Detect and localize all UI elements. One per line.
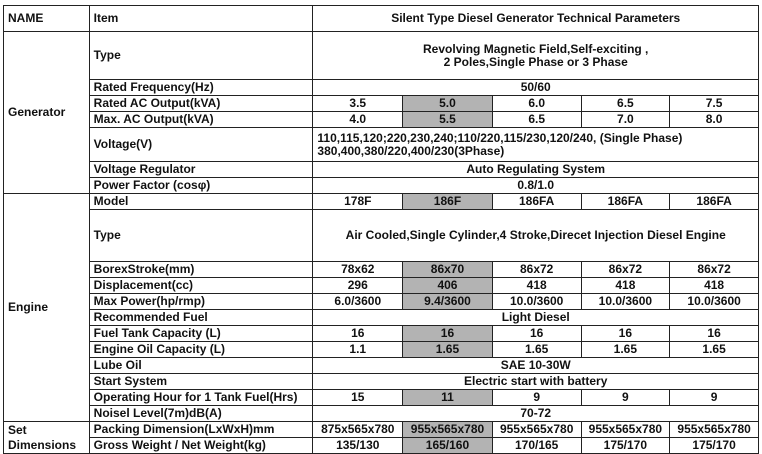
operating-hours-value-3: 9: [492, 390, 581, 406]
regulator-row: [4, 162, 759, 178]
tank-value-3: 16: [492, 326, 581, 342]
packing-value-3: 955x565x780: [492, 422, 581, 438]
group-set-line2: Dimensions: [8, 437, 77, 452]
weight-row: [4, 438, 759, 454]
packing-label: Packing Dimension(LxWxH)mm: [89, 422, 313, 438]
group-engine: Engine: [4, 194, 90, 422]
noise-row: [4, 406, 759, 422]
engine-model-value-4: 186FA: [581, 194, 670, 210]
max-output-value-2: 5.5: [403, 112, 493, 128]
bore-value-2: 86x70: [403, 262, 493, 278]
engine-type-value: Air Cooled,Single Cylinder,4 Stroke,Direcet Injection Diesel Engine: [313, 210, 759, 262]
group-generator: Generator: [4, 32, 90, 194]
max-power-value-1: 6.0/3600: [313, 294, 403, 310]
header-row: [4, 6, 759, 32]
weight-value-3: 170/165: [492, 438, 581, 454]
weight-label: Gross Weight / Net Weight(kg): [89, 438, 313, 454]
bore-value-4: 86x72: [581, 262, 670, 278]
displacement-row: [4, 278, 759, 294]
noise-value: 70-72: [313, 406, 759, 422]
spec-table: [3, 5, 759, 454]
table-title: Silent Type Diesel Generator Technical Parameters: [313, 6, 759, 32]
power-factor-row: [4, 178, 759, 194]
operating-hours-row: [4, 390, 759, 406]
rated-value-5: 7.5: [670, 96, 759, 112]
lube-oil-value: SAE 10-30W: [313, 358, 759, 374]
operating-hours-value-4: 9: [581, 390, 670, 406]
weight-value-5: 175/170: [670, 438, 759, 454]
tank-value-5: 16: [670, 326, 759, 342]
gen-type-label: Type: [89, 32, 313, 80]
tank-value-4: 16: [581, 326, 670, 342]
group-set-line1: Set: [8, 422, 27, 437]
rated-value-1: 3.5: [313, 96, 403, 112]
oil-capacity-label: Engine Oil Capacity (L): [89, 342, 313, 358]
operating-hours-value-5: 9: [670, 390, 759, 406]
gen-type-line1: Revolving Magnetic Field,Self-exciting ,: [423, 41, 649, 56]
displacement-value-3: 418: [492, 278, 581, 294]
oil-capacity-value-3: 1.65: [492, 342, 581, 358]
spec-table-container: [3, 5, 759, 454]
engine-model-value-5: 186FA: [670, 194, 759, 210]
max-power-row: [4, 294, 759, 310]
rated-label: Rated AC Output(kVA): [89, 96, 313, 112]
displacement-label: Displacement(cc): [89, 278, 313, 294]
displacement-value-1: 296: [313, 278, 403, 294]
displacement-value-2: 406: [403, 278, 493, 294]
engine-type-label: Type: [89, 210, 313, 262]
max-power-label: Max Power(hp/rmp): [89, 294, 313, 310]
packing-value-1: 875x565x780: [313, 422, 403, 438]
start-system-value: Electric start with battery: [313, 374, 759, 390]
max-output-value-1: 4.0: [313, 112, 403, 128]
oil-capacity-value-4: 1.65: [581, 342, 670, 358]
voltage-row: [4, 128, 759, 162]
bore-label: BorexStroke(mm): [89, 262, 313, 278]
packing-value-5: 955x565x780: [670, 422, 759, 438]
tank-value-2: 16: [403, 326, 493, 342]
weight-value-2: 165/160: [403, 438, 493, 454]
noise-label: Noisel Level(7m)dB(A): [89, 406, 313, 422]
voltage-label: Voltage(V): [89, 128, 313, 162]
lube-oil-row: [4, 358, 759, 374]
lube-oil-label: Lube Oil: [89, 358, 313, 374]
tank-value-1: 16: [313, 326, 403, 342]
max-output-value-5: 8.0: [670, 112, 759, 128]
oil-capacity-value-1: 1.1: [313, 342, 403, 358]
operating-hours-value-2: 11: [403, 390, 493, 406]
fuel-row: [4, 310, 759, 326]
header-name: NAME: [4, 6, 90, 32]
bore-row: [4, 262, 759, 278]
max-output-value-3: 6.5: [492, 112, 581, 128]
group-set-dimensions: [4, 422, 90, 454]
start-system-label: Start System: [89, 374, 313, 390]
packing-value-4: 955x565x780: [581, 422, 670, 438]
header-item: Item: [89, 6, 313, 32]
voltage-value: [313, 128, 759, 162]
bore-value-1: 78x62: [313, 262, 403, 278]
rated-row: [4, 96, 759, 112]
bore-value-5: 86x72: [670, 262, 759, 278]
max-output-value-4: 7.0: [581, 112, 670, 128]
rated-value-4: 6.5: [581, 96, 670, 112]
max-power-value-5: 10.0/3600: [670, 294, 759, 310]
max-power-value-3: 10.0/3600: [492, 294, 581, 310]
engine-model-value-2: 186F: [403, 194, 493, 210]
rated-value-2: 5.0: [403, 96, 493, 112]
engine-model-label: Model: [89, 194, 313, 210]
start-system-row: [4, 374, 759, 390]
regulator-label: Voltage Regulator: [89, 162, 313, 178]
tank-label: Fuel Tank Capacity (L): [89, 326, 313, 342]
tank-row: [4, 326, 759, 342]
voltage-line1: 110,115,120;220,230,240;110/220,115/230,120/240, (Single Phase): [317, 130, 683, 145]
operating-hours-value-1: 15: [313, 390, 403, 406]
displacement-value-5: 418: [670, 278, 759, 294]
operating-hours-label: Operating Hour for 1 Tank Fuel(Hrs): [89, 390, 313, 406]
max-power-value-2: 9.4/3600: [403, 294, 493, 310]
gen-type-row: [4, 32, 759, 80]
packing-row: [4, 422, 759, 438]
freq-row: [4, 80, 759, 96]
oil-capacity-value-2: 1.65: [403, 342, 493, 358]
regulator-value: Auto Regulating System: [313, 162, 759, 178]
engine-model-value-1: 178F: [313, 194, 403, 210]
rated-value-3: 6.0: [492, 96, 581, 112]
weight-value-4: 175/170: [581, 438, 670, 454]
engine-model-value-3: 186FA: [492, 194, 581, 210]
engine-type-row: [4, 210, 759, 262]
voltage-line2: 380,400,380/220,400/230(3Phase): [317, 143, 505, 158]
freq-value: 50/60: [313, 80, 759, 96]
weight-value-1: 135/130: [313, 438, 403, 454]
max-output-row: [4, 112, 759, 128]
power-factor-value: 0.8/1.0: [313, 178, 759, 194]
bore-value-3: 86x72: [492, 262, 581, 278]
max-output-label: Max. AC Output(kVA): [89, 112, 313, 128]
max-power-value-4: 10.0/3600: [581, 294, 670, 310]
oil-capacity-value-5: 1.65: [670, 342, 759, 358]
oil-capacity-row: [4, 342, 759, 358]
gen-type-line2: 2 Poles,Single Phase or 3 Phase: [443, 54, 628, 69]
power-factor-label: Power Factor (cosφ): [89, 178, 313, 194]
displacement-value-4: 418: [581, 278, 670, 294]
engine-model-row: [4, 194, 759, 210]
fuel-label: Recommended Fuel: [89, 310, 313, 326]
gen-type-value: [313, 32, 759, 80]
fuel-value: Light Diesel: [313, 310, 759, 326]
freq-label: Rated Frequency(Hz): [89, 80, 313, 96]
packing-value-2: 955x565x780: [403, 422, 493, 438]
